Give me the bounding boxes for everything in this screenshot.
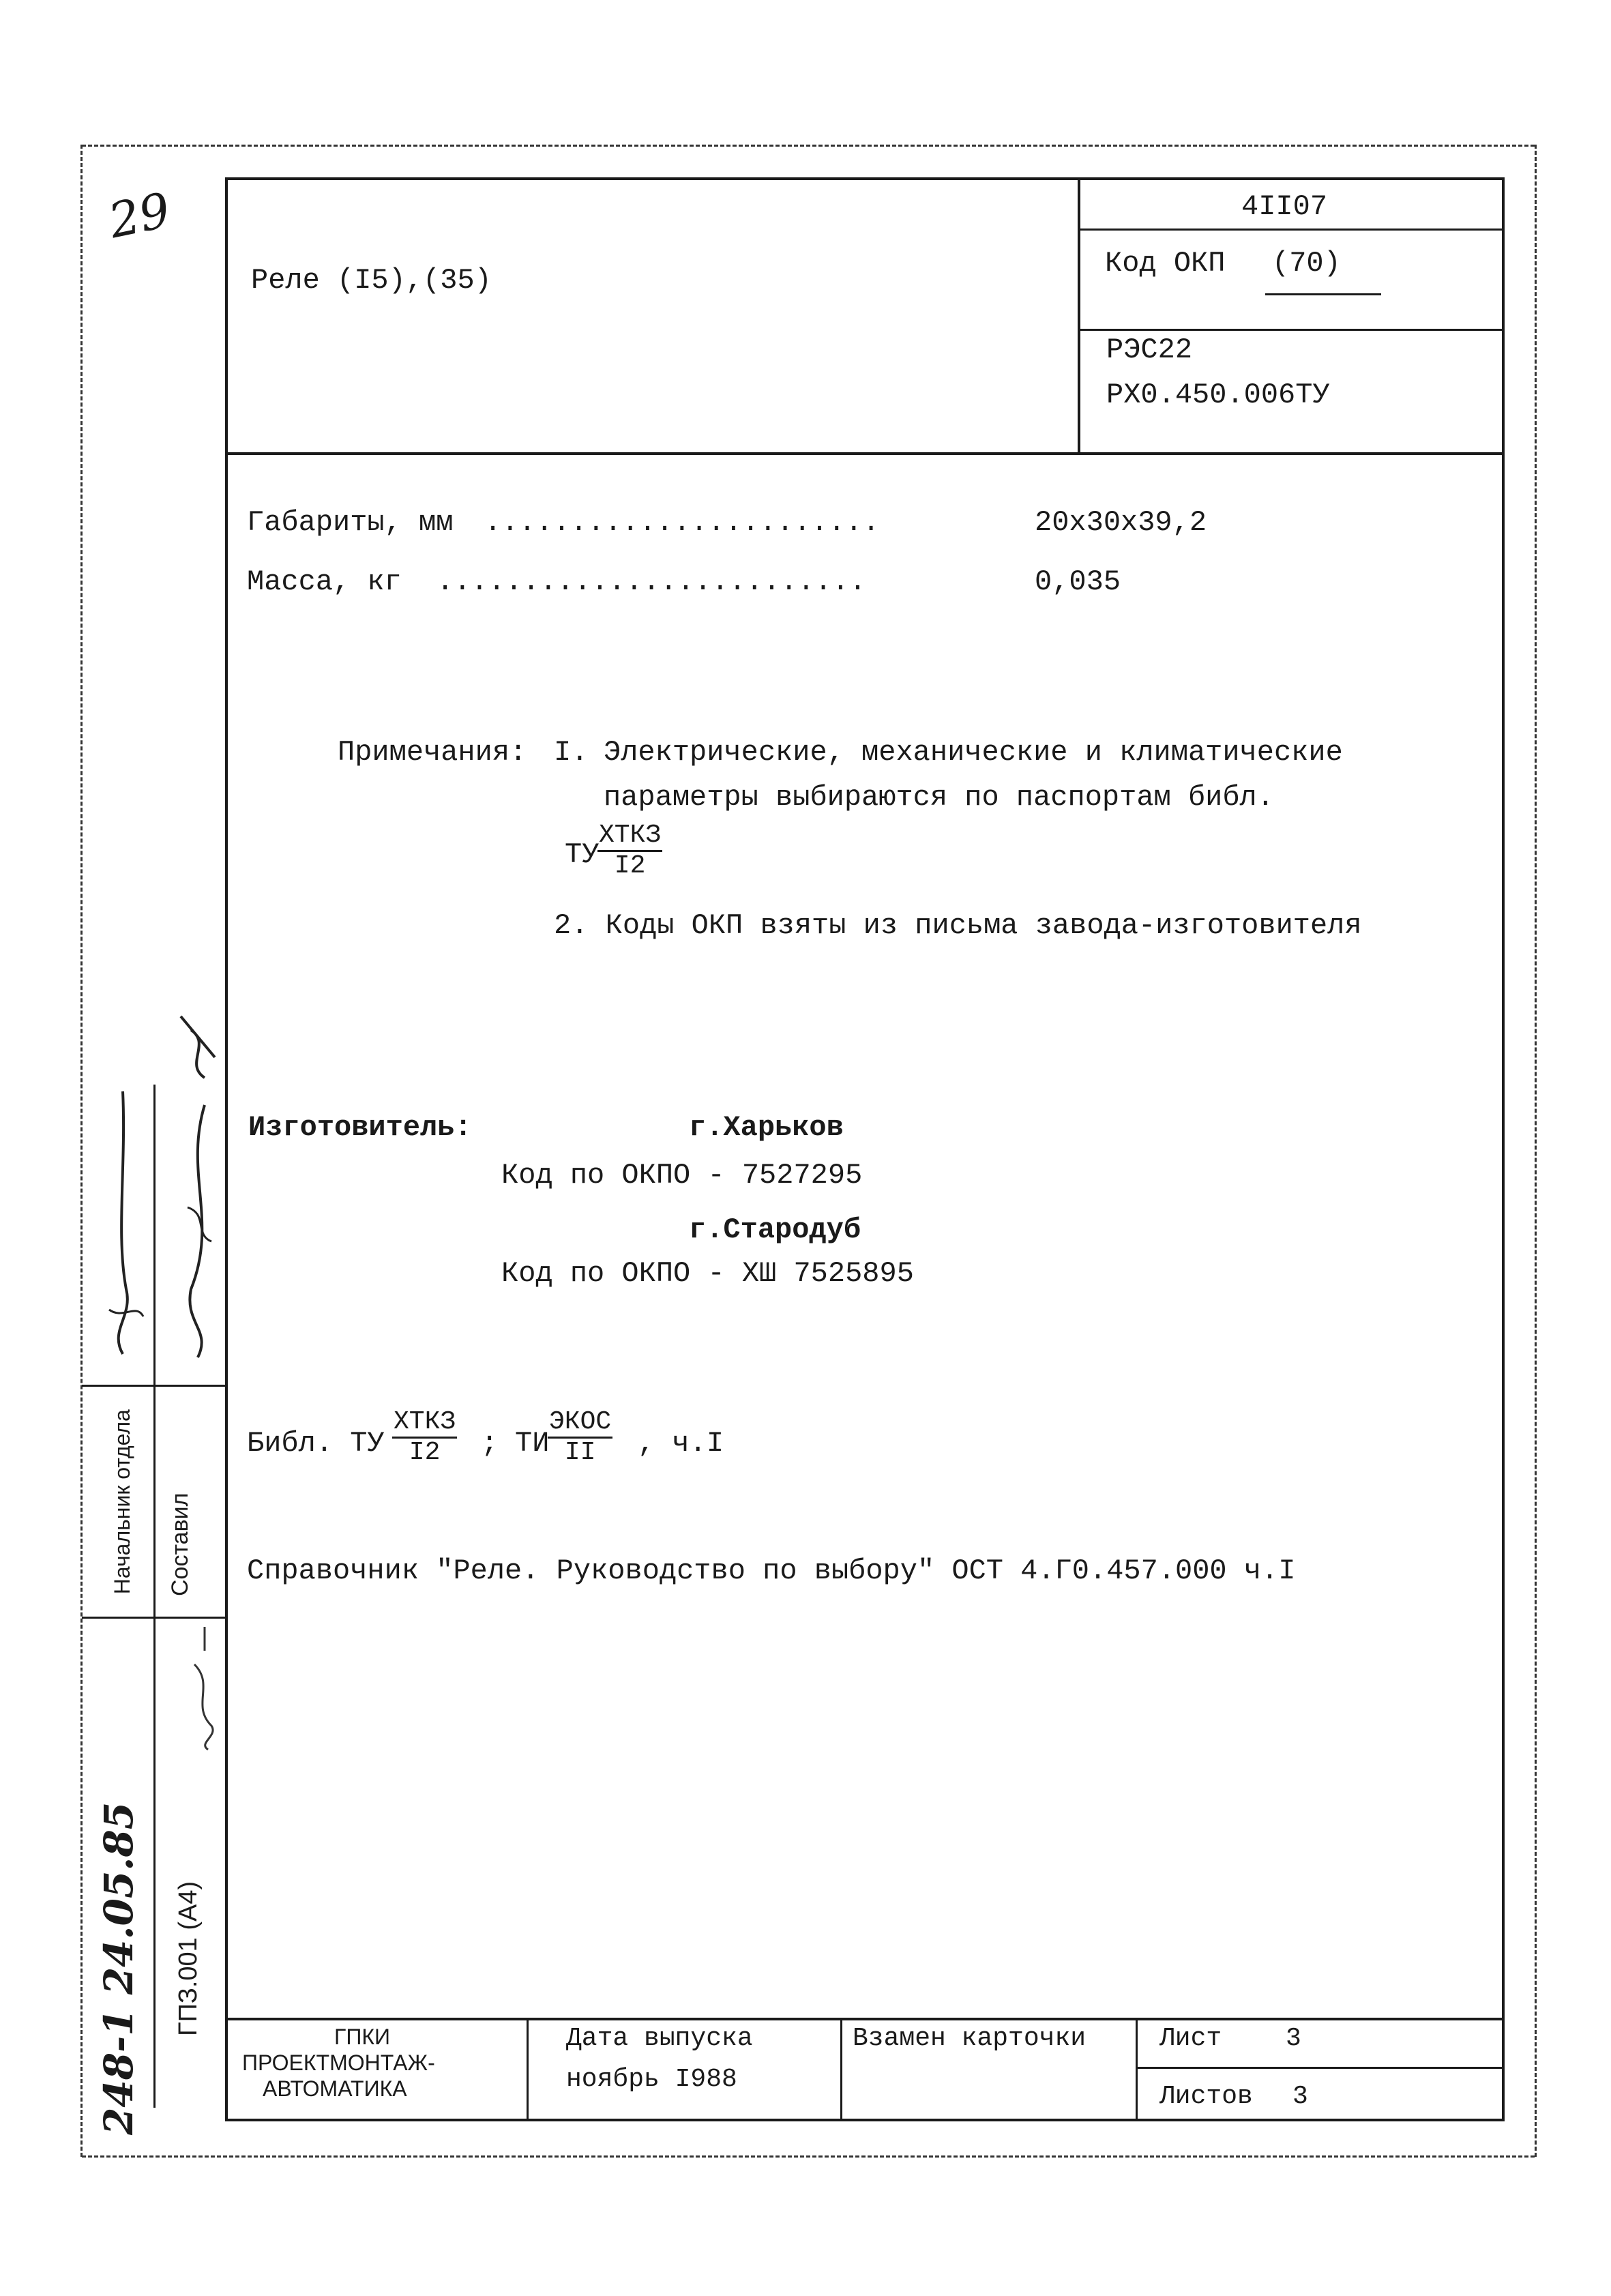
card-frame-top <box>225 177 1505 180</box>
note-1-ref-prefix: ТУ <box>565 838 600 871</box>
note-1-line-2: параметры выбираются по паспортам библ. <box>604 781 1274 814</box>
side-head-label <box>85 1388 134 1606</box>
bibl-mid: ТИ <box>515 1427 550 1460</box>
footer-sheet-divider <box>1136 2067 1505 2069</box>
bibl-ref-1-denominator: I2 <box>409 1438 441 1467</box>
bibl-ref-1-numerator: ХТКЗ <box>392 1409 457 1439</box>
note-1-number: I. <box>554 736 589 769</box>
footer-sheet-label: Лист <box>1159 2024 1222 2053</box>
side-author-label: Составил <box>167 1492 193 1596</box>
spec-dimensions-leader: ....................... <box>484 506 880 539</box>
header-vertical <box>1078 177 1080 454</box>
side-head-label-text: Начальник отдела <box>110 1409 134 1595</box>
manufacturer-city-1: г.Харьков <box>689 1111 844 1144</box>
note-1-ref-denominator: I2 <box>614 851 646 881</box>
manufacturer-city-2: г.Стародуб <box>689 1213 861 1246</box>
bibl-ref-2-fraction <box>548 1409 612 1466</box>
footer-top <box>225 2018 1505 2020</box>
note-1-ref-numerator: ХТКЗ <box>597 823 662 852</box>
note-1-line-1: Электрические, механические и климатические <box>604 736 1343 769</box>
signature-author <box>164 1003 232 1371</box>
note-2: 2. Коды ОКП взяты из письма завода-изготовителя <box>554 909 1362 942</box>
header-divider <box>225 452 1505 455</box>
bibl-ref-1-fraction <box>392 1409 457 1466</box>
header-okp-divider <box>1078 329 1505 331</box>
spec-mass-value: 0,035 <box>1035 565 1121 598</box>
card-frame-bottom <box>225 2119 1505 2121</box>
product-title: Реле (I5),(35) <box>251 264 492 297</box>
signature-small <box>184 1623 225 1753</box>
note-1-ref-fraction <box>597 823 662 879</box>
footer-col-1 <box>527 2018 529 2120</box>
footer-replace-label: Взамен карточки <box>853 2024 1087 2053</box>
bibl-suffix: , ч.I <box>638 1427 724 1460</box>
footer-sheet-value: 3 <box>1286 2024 1301 2053</box>
okp-value-underline <box>1265 293 1381 295</box>
card-frame-right <box>1502 177 1505 2121</box>
manufacturer-label: Изготовитель: <box>248 1111 472 1144</box>
manufacturer-code-1: Код по ОКПО - 7527295 <box>501 1159 863 1192</box>
bibl-prefix: Библ. ТУ <box>247 1427 385 1460</box>
okp-label: Код ОКП <box>1105 247 1226 280</box>
footer-org-line-3: АВТОМАТИКА <box>263 2076 407 2101</box>
spec-dimensions-value: 20х30х39,2 <box>1035 506 1207 539</box>
signature-head <box>95 1085 157 1371</box>
footer-sheets-value: 3 <box>1292 2082 1308 2111</box>
tu-designation: РХ0.450.006ТУ <box>1106 379 1330 411</box>
spec-dimensions-label: Габариты, мм <box>247 506 454 539</box>
footer-issue-value: ноябрь I988 <box>566 2065 737 2094</box>
model: РЭС22 <box>1106 334 1193 366</box>
footer-org-line-1: ГПКИ <box>334 2025 390 2049</box>
footer-issue-label: Дата выпуска <box>566 2024 753 2053</box>
side-inventory-handwritten: 248-1 24.05.85 <box>95 1801 142 2135</box>
footer-sheets-label: Листов <box>1159 2082 1253 2111</box>
page-border-left <box>80 145 83 2157</box>
bibl-ref-2-numerator: ЭКОС <box>548 1409 612 1439</box>
header-code-divider <box>1078 229 1505 231</box>
spec-mass-label: Масса, кг <box>247 565 402 598</box>
notes-label: Примечания: <box>338 736 527 769</box>
page-number-handwritten: 29 <box>104 181 175 250</box>
bibl-separator: ; <box>481 1427 499 1460</box>
spec-mass-leader: ......................... <box>437 565 867 598</box>
footer-col-3 <box>1136 2018 1138 2120</box>
footer-org-line-2: ПРОЕКТМОНТАЖ- <box>242 2050 435 2075</box>
manufacturer-code-2: Код по ОКПО - ХШ 7525895 <box>501 1257 914 1290</box>
footer-col-2 <box>840 2018 842 2120</box>
page-border-bottom <box>82 2155 1535 2158</box>
code-top: 4II07 <box>1241 190 1328 223</box>
bibl-ref-2-denominator: II <box>564 1438 596 1467</box>
side-doc-code: ГПЗ.001 (А4) <box>174 1881 203 2036</box>
page-border-right <box>1535 145 1537 2157</box>
page-border-top <box>82 145 1535 147</box>
okp-value: (70) <box>1272 247 1341 280</box>
handbook-reference: Справочник "Реле. Руководство по выбору" ОСТ 4.Г0.457.000 ч.I <box>247 1555 1296 1587</box>
